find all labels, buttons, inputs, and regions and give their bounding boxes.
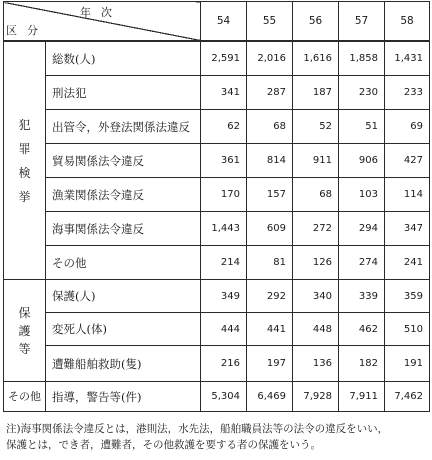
value-cell: 182 [339,346,385,382]
row-label [46,144,201,178]
year-header-56: 56 [293,2,339,41]
value-cell: 114 [385,178,430,212]
footnote [6,421,426,453]
value-cell: 340 [293,280,339,313]
value-cell: 69 [385,110,430,144]
value-cell: 1,443 [201,212,247,246]
value-cell: 216 [201,346,247,382]
table-row [4,246,430,280]
value-cell: 609 [247,212,293,246]
value-cell: 214 [201,246,247,280]
value-cell: 51 [339,110,385,144]
row-label-text: 海事関係法令違反 [52,221,144,236]
row-label-text: 出管令，外登法関係法違反 [52,119,190,134]
value-cell: 906 [339,144,385,178]
table-row [4,110,430,144]
statistics-table-body [3,41,430,412]
value-cell: 272 [293,212,339,246]
value-cell: 68 [247,110,293,144]
row-label [46,313,201,346]
value-cell: 7,928 [293,382,339,412]
value-cell: 347 [385,212,430,246]
row-label-text: 総数(人) [52,51,96,66]
row-label-text: 刑法犯 [52,85,87,100]
value-cell: 361 [201,144,247,178]
value-cell: 7,911 [339,382,385,412]
value-cell: 7,462 [385,382,430,412]
footnote-line-1: 注)海事関係法令違反とは，港則法，水先法，船舶職員法等の法令の違反をいい， [6,423,389,435]
value-cell: 2,016 [247,42,293,76]
value-cell: 136 [293,346,339,382]
value-cell: 103 [339,178,385,212]
row-label-text: 貿易関係法令違反 [52,153,144,168]
value-cell: 68 [293,178,339,212]
header-row [4,2,430,41]
year-header-57: 57 [339,2,385,41]
row-label-text: 保護(人) [52,289,96,303]
value-cell: 233 [385,76,430,110]
value-cell: 126 [293,246,339,280]
group-label-protection: 保 護 等 [4,280,46,382]
value-cell: 2,591 [201,42,247,76]
table-row [4,280,430,313]
value-cell: 197 [247,346,293,382]
year-header-55: 55 [247,2,293,41]
group-label-other: その他 [4,382,46,412]
value-cell: 81 [247,246,293,280]
row-label [46,280,201,313]
header-corner-cell [4,2,201,41]
value-cell: 911 [293,144,339,178]
row-label-text: 漁業関係法令違反 [52,187,144,202]
value-cell: 1,616 [293,42,339,76]
value-cell: 5,304 [201,382,247,412]
table-row [4,382,430,412]
value-cell: 157 [247,178,293,212]
row-label [46,110,201,144]
value-cell: 187 [293,76,339,110]
value-cell: 1,858 [339,42,385,76]
table-row [4,313,430,346]
value-cell: 341 [201,76,247,110]
group-label-crime-arrests: 犯 罪 検 挙 [4,42,46,280]
value-cell: 62 [201,110,247,144]
table-row [4,346,430,382]
value-cell: 6,469 [247,382,293,412]
value-cell: 294 [339,212,385,246]
value-cell: 191 [385,346,430,382]
row-label [46,246,201,280]
table-row [4,212,430,246]
row-label [46,212,201,246]
table-row [4,178,430,212]
value-cell: 170 [201,178,247,212]
table-row [4,144,430,178]
table-row [4,76,430,110]
value-cell: 359 [385,280,430,313]
value-cell: 339 [339,280,385,313]
row-label [46,382,201,412]
year-axis-label: 年次 [80,6,122,19]
value-cell: 349 [201,280,247,313]
value-cell: 510 [385,313,430,346]
value-cell: 814 [247,144,293,178]
value-cell: 292 [247,280,293,313]
value-cell: 287 [247,76,293,110]
value-cell: 241 [385,246,430,280]
row-label-text: その他 [52,255,87,270]
table-row [4,42,430,76]
footnote-line-2: 保護とは，でき者，遭難者，その他救護を要する者の保護をいう。 [6,439,321,451]
value-cell: 441 [247,313,293,346]
year-header-58: 58 [385,2,430,41]
row-label [46,346,201,382]
value-cell: 1,431 [385,42,430,76]
category-axis-label: 区分 [6,24,48,37]
statistics-table-page [3,1,429,412]
statistics-table [3,1,430,41]
row-label [46,178,201,212]
row-label-text: 変死人(体) [52,322,107,336]
row-label [46,42,201,76]
value-cell: 274 [339,246,385,280]
row-label [46,76,201,110]
value-cell: 448 [293,313,339,346]
value-cell: 462 [339,313,385,346]
row-label-text: 遭難船舶救助(隻) [52,356,142,371]
value-cell: 444 [201,313,247,346]
row-label-text: 指導，警告等(件) [52,389,142,404]
year-header-54: 54 [201,2,247,41]
value-cell: 230 [339,76,385,110]
value-cell: 427 [385,144,430,178]
value-cell: 52 [293,110,339,144]
